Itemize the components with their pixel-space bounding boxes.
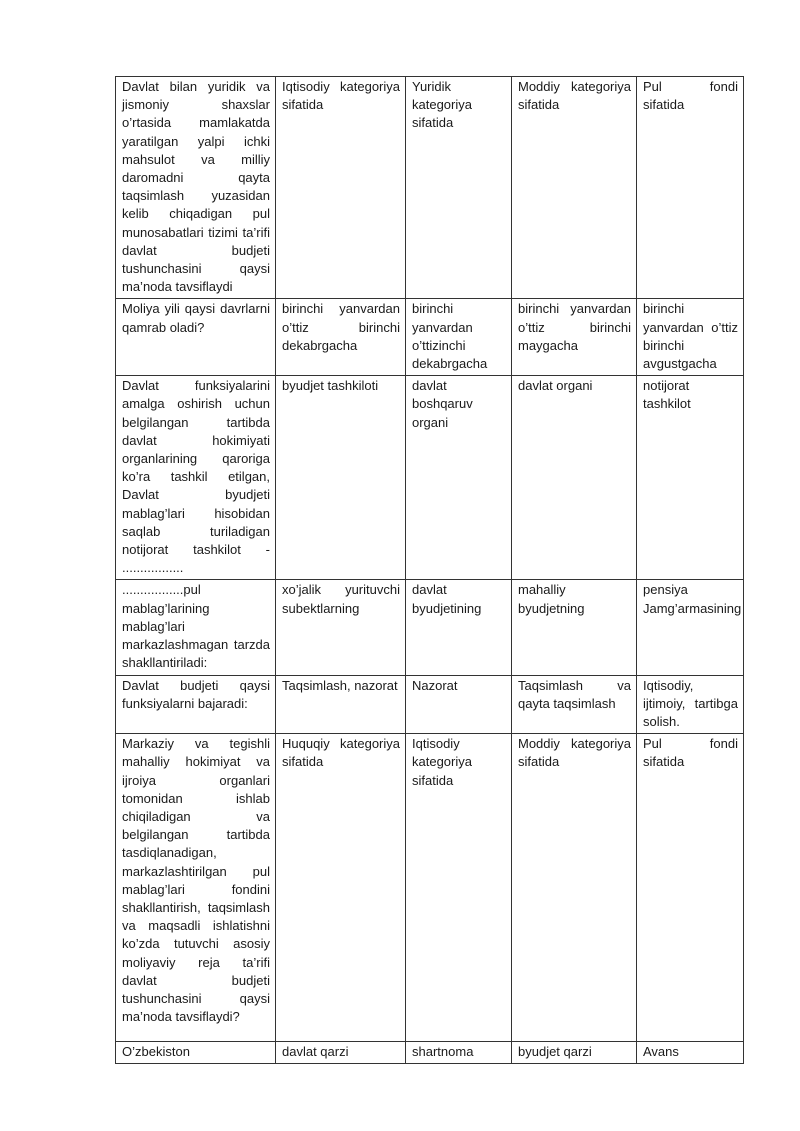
option-a-cell: Taqsimlash, nazorat [276,675,406,734]
quiz-table [115,76,744,1064]
question-cell: Davlat funksiyalarini amalga oshirish uchun belgilangan tartibda davlat hokimiyati organlarining qaroriga ko’ra tashkil etilgan, Davlat byudjeti mablag’lari hisobidan saqlab turiladigan notijorat tashkilot - ................. [116,376,276,580]
option-d-cell: Iqtisodiy, ijtimoiy, tartibga solish. [637,675,744,734]
table-row [116,580,744,675]
table-row [116,1042,744,1064]
option-d-cell: notijorat tashkilot [637,376,744,580]
option-a-cell: davlat qarzi [276,1042,406,1064]
option-c-cell: Moddiy kategoriya sifatida [512,734,637,1042]
question-cell: Davlat bilan yuridik va jismoniy shaxslar o’rtasida mamlakatda yaratilgan yalpi ichki mahsulot va milliy daromadni qayta taqsimlash yuzasidan kelib chiqadigan pul munosabatlari tizimi ta’rifi davlat budjeti tushunchasini qaysi ma’noda tavsiflaydi [116,77,276,299]
option-b-cell: Nazorat [406,675,512,734]
table-row [116,299,744,376]
table-row [116,675,744,734]
table-row [116,734,744,1042]
option-b-cell: Yuridik kategoriya sifatida [406,77,512,299]
option-b-cell: birinchi yanvardan o’ttizinchi dekabrgacha [406,299,512,376]
table-row [116,376,744,580]
option-a-cell: Huquqiy kategoriya sifatida [276,734,406,1042]
option-c-cell: mahalliy byudjetning [512,580,637,675]
option-c-cell: byudjet qarzi [512,1042,637,1064]
option-a-cell: birinchi yanvardan o’ttiz birinchi dekabrgacha [276,299,406,376]
option-b-cell: davlat boshqaruv organi [406,376,512,580]
option-d-cell: Pul fondi sifatida [637,77,744,299]
question-cell: Markaziy va tegishli mahalliy hokimiyat va ijroiya organlari tomonidan ishlab chiqiladigan va belgilangan tartibda tasdiqlanadigan, markazlashtirilgan pul mablag’lari fondini shakllantirish, taqsimlash va maqsadli ishlatishni ko’zda tutuvchi asosiy moliyaviy reja ta’rifi davlat budjeti tushunchasini qaysi ma’noda tavsiflaydi? [116,734,276,1042]
option-d-cell: birinchi yanvardan o’ttiz birinchi avgustgacha [637,299,744,376]
option-b-cell: davlat byudjetining [406,580,512,675]
option-a-cell: xo’jalik yurituvchi subektlarning [276,580,406,675]
option-c-cell: birinchi yanvardan o’ttiz birinchi maygacha [512,299,637,376]
option-c-cell: davlat organi [512,376,637,580]
option-d-cell: pensiya Jamg’armasining [637,580,744,675]
option-a-cell: Iqtisodiy kategoriya sifatida [276,77,406,299]
option-d-cell: Avans [637,1042,744,1064]
question-cell: O’zbekiston [116,1042,276,1064]
question-cell: Davlat budjeti qaysi funksiyalarni bajaradi: [116,675,276,734]
question-cell: Moliya yili qaysi davrlarni qamrab oladi? [116,299,276,376]
option-c-cell: Taqsimlash va qayta taqsimlash [512,675,637,734]
option-b-cell: shartnoma [406,1042,512,1064]
question-cell: .................pul mablag’larining mablag’lari markazlashmagan tarzda shakllantiriladi: [116,580,276,675]
option-c-cell: Moddiy kategoriya sifatida [512,77,637,299]
table-row [116,77,744,299]
option-d-cell: Pul fondi sifatida [637,734,744,1042]
option-a-cell: byudjet tashkiloti [276,376,406,580]
option-b-cell: Iqtisodiy kategoriya sifatida [406,734,512,1042]
